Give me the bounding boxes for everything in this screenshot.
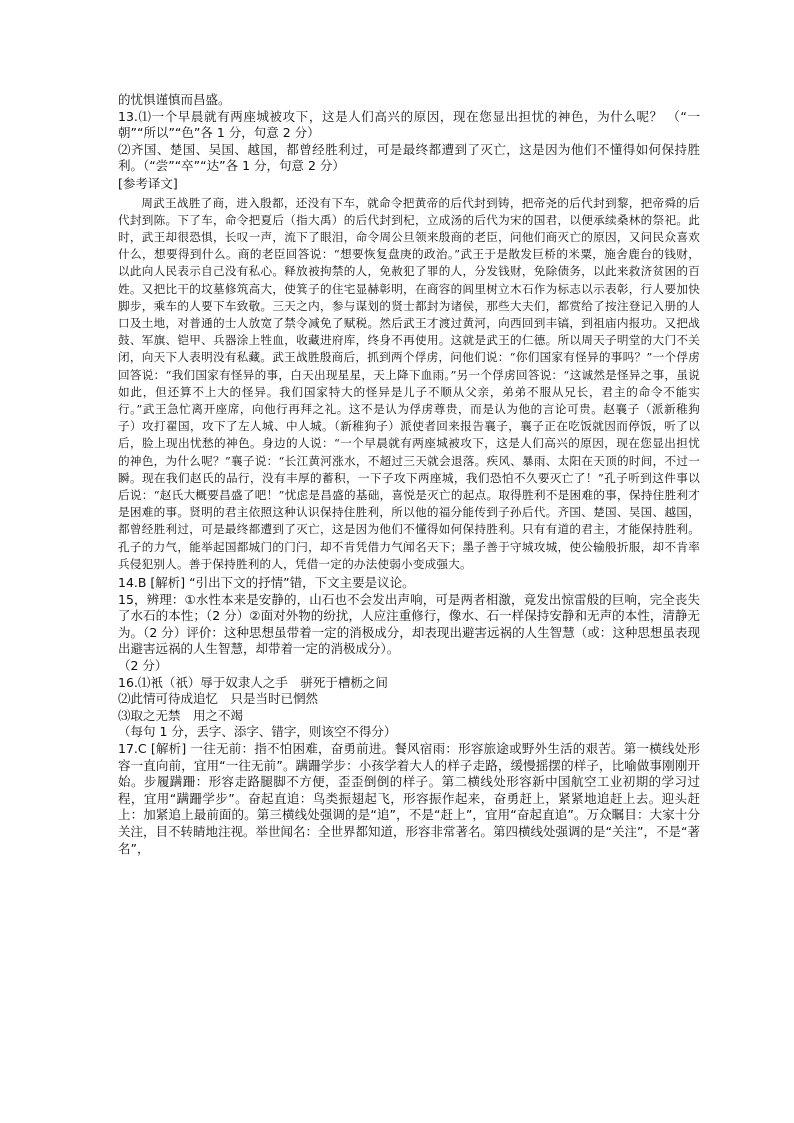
answer-15: 15，辨理：①水性本来是安静的，山石也不会发出声响，可是两者相激，竟发出惊雷般的巨响，完全丧失了水石的本性；（2 分）②面对外物的纷扰，人应注重修行，像水、石一样保持安静和无声的本性，清静无为。（2 分）评价：这种思想虽带着一定的消极成分，却表现出避害远祸的人生智慧（或：这种思想虽表现出避害远祸的人生智慧，却带着一定的消极成分）。	[118, 591, 700, 657]
reference-translation: 周武王战胜了商，进入殷都，还没有下车，就命令把黄帝的后代封到铸，把帝尧的后代封到黎，把帝舜的后代封到陈。下了车，命令把夏后（指大禹）的后代封到杞，立成汤的后代为宋的国君，以便承续桑林的祭祀。此时，武王却很恐惧，长叹一声，流下了眼泪，命令周公旦领来殷商的老臣，问他们商灭亡的原因，又问民众喜欢什么，想要得到什么。商的老臣回答说：“想要恢复盘庚的政治。”武王于是散发巨桥的米粟，施舍鹿台的钱财，以此向人民表示自己没有私心。释放被拘禁的人，免赦犯了罪的人，分发钱财，免除债务，以此来救济贫困的百姓。又把比干的坟墓修筑高大，使箕子的住宅显赫彰明，在商容的闾里树立木石作为标志以示表彰，行人要加快脚步，乘车的人要下车致敬。三天之内，参与谋划的贤士都封为诸侯，那些大夫们，都赏给了按注登记入册的人口及土地，对普通的士人放宽了禁令减免了赋税。然后武王才渡过黄河，向西回到丰镐，到祖庙内报功。又把战鼓、军旗、铠甲、兵器涂上牲血，收藏进府库，终身不再使用。这就是武王的仁德。所以周天子明堂的大门不关闭，向天下人表明没有私藏。武王战胜殷商后，抓到两个俘虏，问他们说：“你们国家有怪异的事吗？”一个俘虏回答说：“我们国家有怪异的事，白天出现星星，天上降下血雨。”另一个俘虏回答说：“这诚然是怪异之事，虽说如此，但还算不上大的怪异。我们国家特大的怪异是儿子不顺从父亲，弟弟不服从兄长，君主的命令不能实行。”武王急忙离开座席，向他行再拜之礼。这不是认为俘虏尊贵，而是认为他的言论可贵。赵襄子（派新稚狗子）攻打翟国，攻下了左人城、中人城。（新稚狗子）派使者回来报告襄子，襄子正在吃饭就因而停饭，听了以后，脸上现出忧愁的神色。身边的人说：“一个早晨就有两座城被攻下，这是人们高兴的原因，现在您显出担忧的神色，为什么呢？”襄子说：“长江黄河涨水，不超过三天就会退落。疾风、暴雨、太阳在天顶的时间，不过一瞬。现在我们赵氏的品行，没有丰厚的蓄积，一下子攻下两座城，我们恐怕不久要灭亡了！”孔子听到这件事以后说：“赵氏大概要昌盛了吧！”忧虑是昌盛的基础，喜悦是灭亡的起点。取得胜利不是困难的事，保持住胜利才是困难的事。贤明的君主依照这种认识保持住胜利，所以他的福分能传到子孙后代。齐国、楚国、吴国、越国，都曾经胜利过，可是最终都遭到了灭亡，这是因为他们不懂得如何保持胜利。只有有道的君主，才能保持胜利。孔子的力气，能举起国都城门的门闩，却不肯凭借力气闻名天下；墨子善于守城攻城，使公输般折服，却不肯率兵侵犯别人。善于保持胜利的人，凭借一定的办法使弱小变成强大。	[118, 195, 700, 571]
continuation-line: 的忧惧谨慎而昌盛。	[118, 92, 231, 107]
answer-16-2: ⑵此情可待成追忆 只是当时已惘然	[118, 691, 319, 707]
answer-14: 14.B [解析] “引出下文的抒情”错，下文主要是议论。	[118, 575, 415, 591]
answer-13-2: ⑵齐国、楚国、吴国、越国，都曾经胜利过，可是最终都遭到了灭亡，这是因为他们不懂得如何保持胜利。（“尝”“卒”“达”各 1 分，句意 2 分）	[118, 141, 700, 174]
answer-15-score: （2 分）	[118, 658, 168, 673]
answer-16-3: ⑶取之无禁 用之不竭	[118, 707, 244, 723]
answer-13-1: 13.⑴一个早晨就有两座城被攻下，这是人们高兴的原因，现在您显出担忧的神色，为什么呢？ （“一朝”“所以”“色”各 1 分，句意 2 分）	[118, 108, 700, 141]
page-content	[118, 92, 700, 857]
answer-16-1: 16.⑴衹（祇）辱于奴隶人之手 骈死于槽枥之间	[118, 674, 388, 690]
answer-16-scoring: （每句 1 分，丢字、添字、错字，则该空不得分）	[118, 724, 397, 740]
translation-label: [参考译文]	[118, 175, 178, 191]
answer-17: 17.C [解析] 一往无前：指不怕困难，奋勇前进。餐风宿雨：形容旅途或野外生活的艰苦。第一横线处形容一直向前，宜用“一往无前”。蹒跚学步：小孩学着大人的样子走路，缓慢摇摆的样子，比喻做事刚刚开始。步履蹒跚：形容走路腿脚不方便，歪歪倒倒的样子。第二横线处形容新中国航空工业初期的学习过程，宜用“蹒跚学步”。奋起直追：鸟类振翅起飞，形容振作起来，奋勇赶上，紧紧地追赶上去。迎头赶上：加紧追上最前面的。第三横线处强调的是“追”，不是“赶上”，宜用“奋起直追”。万众瞩目：大家十分关注，目不转睛地注视。举世闻名：全世界都知道，形容非常著名。第四横线处强调的是“关注”，不是“著名”，	[118, 740, 700, 856]
